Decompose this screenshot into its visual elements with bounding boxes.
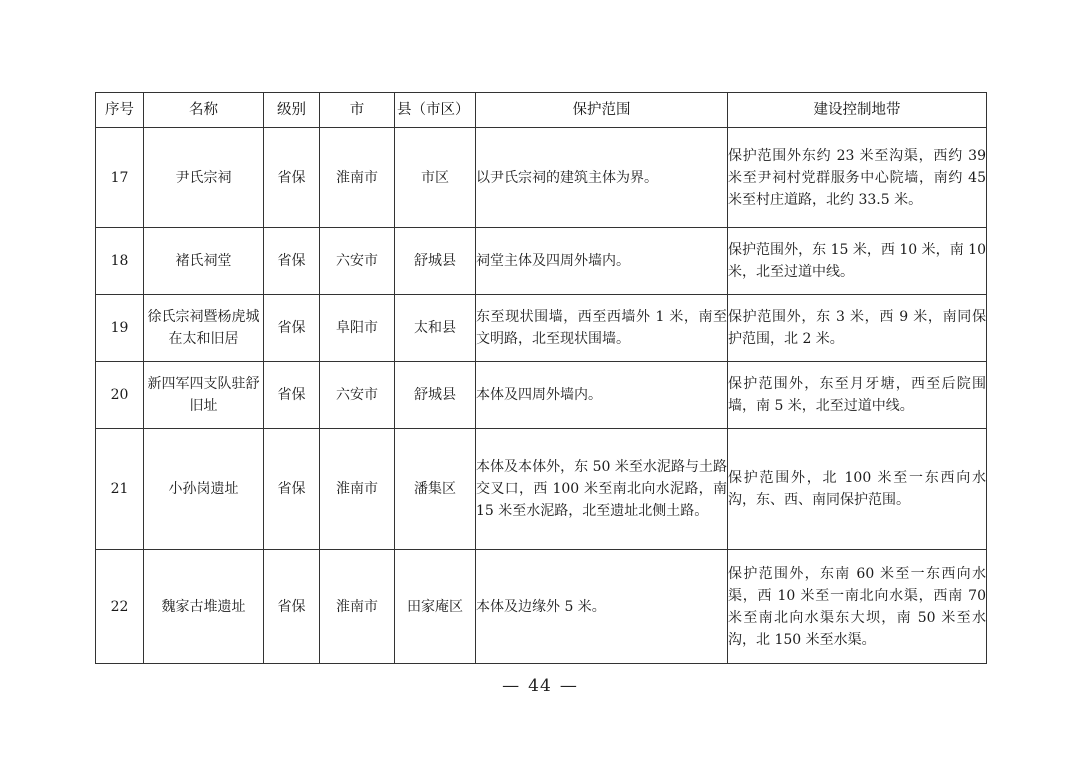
cell-county: 市区	[395, 128, 476, 228]
header-construction-control-zone: 建设控制地带	[728, 93, 987, 128]
cell-level: 省保	[264, 550, 320, 664]
cell-protection-scope: 本体及本体外，东 50 米至水泥路与土路交叉口，西 100 米至南北向水泥路，南 15 米至水泥路，北至遗址北侧土路。	[476, 429, 728, 550]
cell-level: 省保	[264, 128, 320, 228]
table-row	[96, 295, 987, 362]
dash-right: —	[559, 676, 578, 696]
cell-name: 魏家古堆遗址	[144, 550, 264, 664]
page-number: 44	[528, 676, 552, 696]
cell-city: 六安市	[320, 362, 395, 429]
header-level: 级别	[264, 93, 320, 128]
header-city: 市	[320, 93, 395, 128]
dash-left: —	[502, 676, 521, 696]
cell-city: 阜阳市	[320, 295, 395, 362]
cell-index: 17	[96, 128, 144, 228]
cell-construction-control-zone: 保护范围外，北 100 米至一东西向水沟，东、西、南同保护范围。	[728, 429, 987, 550]
cell-county: 潘集区	[395, 429, 476, 550]
cell-index: 21	[96, 429, 144, 550]
cell-name: 褚氏祠堂	[144, 228, 264, 295]
heritage-protection-table	[95, 92, 987, 664]
cell-city: 六安市	[320, 228, 395, 295]
cell-protection-scope: 本体及四周外墙内。	[476, 362, 728, 429]
table-header-row	[96, 93, 987, 128]
cell-county: 太和县	[395, 295, 476, 362]
header-index: 序号	[96, 93, 144, 128]
cell-name: 尹氏宗祠	[144, 128, 264, 228]
header-name: 名称	[144, 93, 264, 128]
cell-name: 小孙岗遗址	[144, 429, 264, 550]
table-row	[96, 228, 987, 295]
cell-construction-control-zone: 保护范围外，东 3 米，西 9 米，南同保护范围，北 2 米。	[728, 295, 987, 362]
cell-construction-control-zone: 保护范围外，东至月牙塘，西至后院围墙，南 5 米，北至过道中线。	[728, 362, 987, 429]
cell-county: 舒城县	[395, 362, 476, 429]
cell-county: 田家庵区	[395, 550, 476, 664]
cell-city: 淮南市	[320, 128, 395, 228]
cell-protection-scope: 本体及边缘外 5 米。	[476, 550, 728, 664]
cell-level: 省保	[264, 228, 320, 295]
page-number-footer	[0, 676, 1080, 696]
cell-level: 省保	[264, 295, 320, 362]
cell-name: 徐氏宗祠暨杨虎城在太和旧居	[144, 295, 264, 362]
table-row	[96, 550, 987, 664]
cell-construction-control-zone: 保护范围外东约 23 米至沟渠，西约 39 米至尹祠村党群服务中心院墙，南约 45 米至村庄道路，北约 33.5 米。	[728, 128, 987, 228]
cell-construction-control-zone: 保护范围外，东 15 米，西 10 米，南 10 米，北至过道中线。	[728, 228, 987, 295]
cell-index: 18	[96, 228, 144, 295]
cell-index: 22	[96, 550, 144, 664]
cell-construction-control-zone: 保护范围外，东南 60 米至一东西向水渠，西 10 米至一南北向水渠，西南 70 米至南北向水渠东大坝，南 50 米至水沟，北 150 米至水渠。	[728, 550, 987, 664]
table-row	[96, 362, 987, 429]
header-county: 县（市区）	[395, 93, 476, 128]
cell-level: 省保	[264, 429, 320, 550]
cell-level: 省保	[264, 362, 320, 429]
table-row	[96, 128, 987, 228]
cell-index: 19	[96, 295, 144, 362]
table-row	[96, 429, 987, 550]
cell-protection-scope: 以尹氏宗祠的建筑主体为界。	[476, 128, 728, 228]
cell-protection-scope: 祠堂主体及四周外墙内。	[476, 228, 728, 295]
cell-name: 新四军四支队驻舒旧址	[144, 362, 264, 429]
cell-index: 20	[96, 362, 144, 429]
cell-county: 舒城县	[395, 228, 476, 295]
cell-city: 淮南市	[320, 429, 395, 550]
cell-city: 淮南市	[320, 550, 395, 664]
cell-protection-scope: 东至现状围墙，西至西墙外 1 米，南至文明路，北至现状围墙。	[476, 295, 728, 362]
header-protection-scope: 保护范围	[476, 93, 728, 128]
